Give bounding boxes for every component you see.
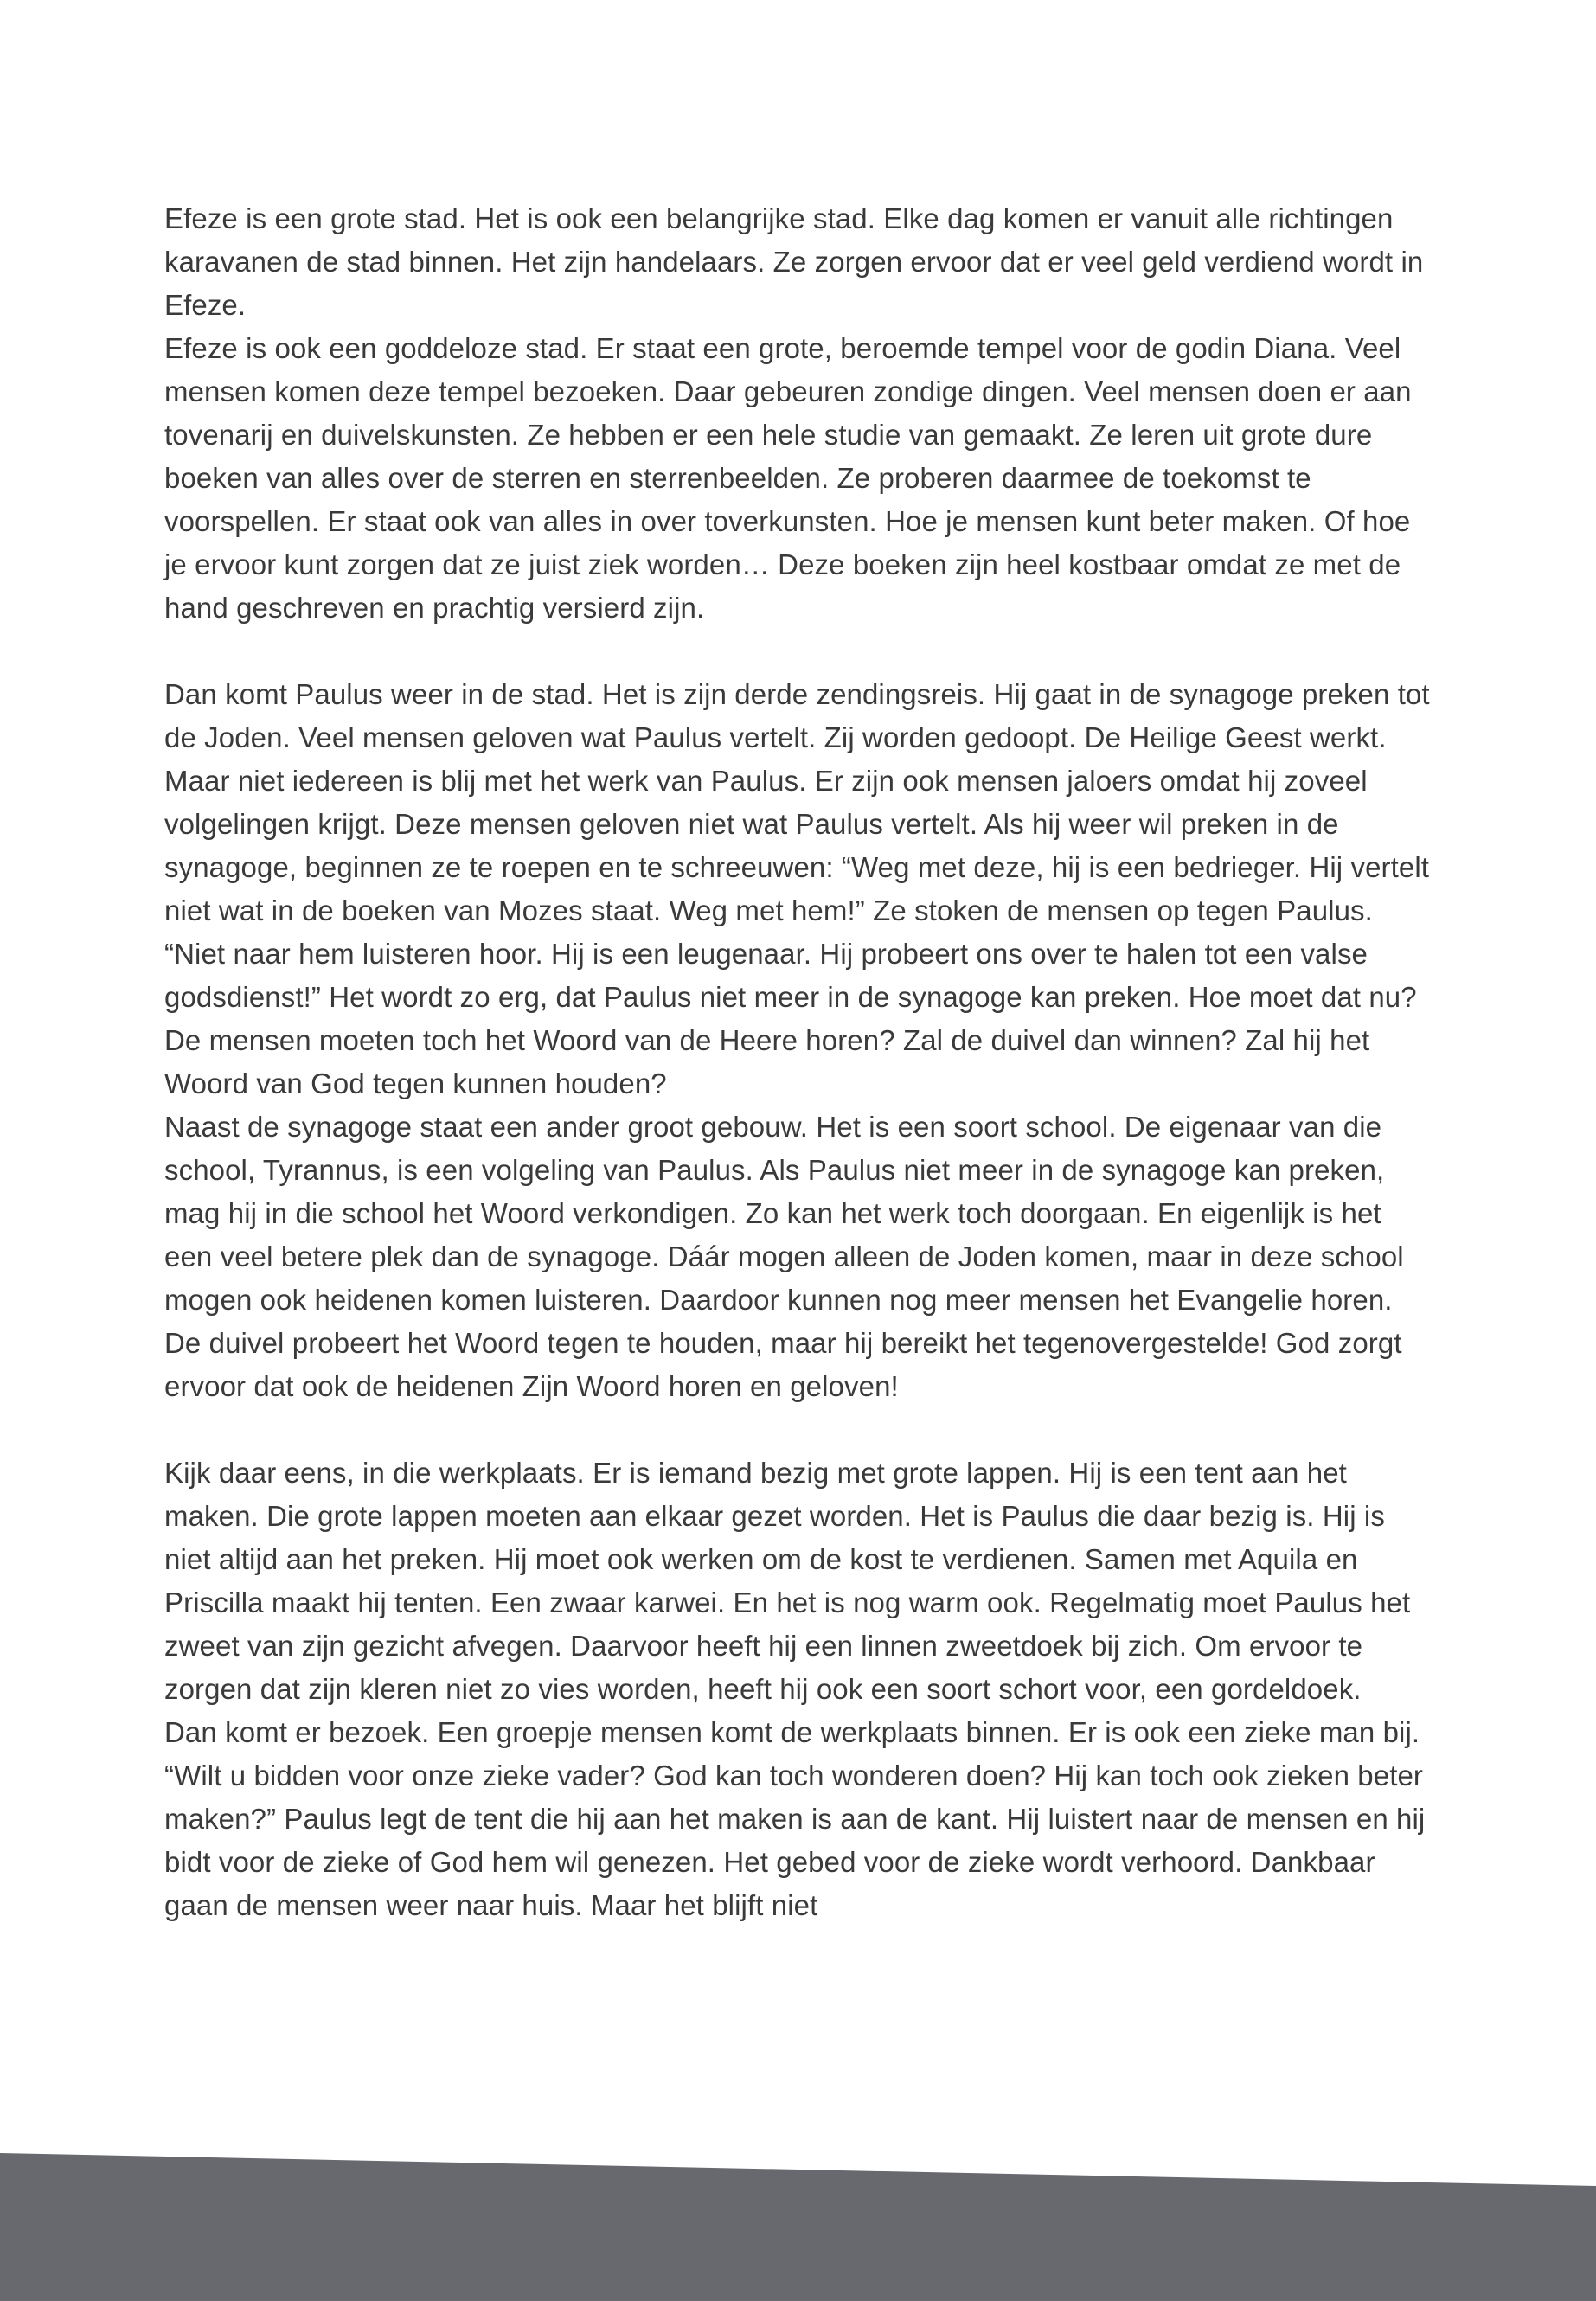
paragraph: Efeze is een grote stad. Het is ook een belangrijke stad. Elke dag komen er vanuit alle richtingen karavanen de stad binnen. Het zijn handelaars. Ze zorgen ervoor dat er veel geld verdiend wordt in Efeze. xyxy=(164,202,1424,321)
footer-band xyxy=(0,2137,1596,2301)
paragraph: Naast de synagoge staat een ander groot gebouw. Het is een soort school. De eigenaar van die school, Tyrannus, is een volgeling van Paulus. Als Paulus niet meer in de synagoge kan preken, mag hij in die school het Woord verkondigen. Zo kan het werk toch doorgaan. En eigenlijk is het een veel betere plek dan de synagoge. Dáár mogen alleen de Joden komen, maar in deze school mogen ook heidenen komen luisteren. Daardoor kunnen nog meer mensen het Evangelie horen. De duivel probeert het Woord tegen te houden, maar hij bereikt het tegenovergestelde! God zorgt ervoor dat ook de heidenen Zijn Woord horen en geloven! xyxy=(164,1111,1404,1402)
paragraph: Dan komt Paulus weer in de stad. Het is zijn derde zendingsreis. Hij gaat in de synagoge preken tot de Joden. Veel mensen geloven wat Paulus vertelt. Zij worden gedoopt. De Heilige Geest werkt. xyxy=(164,678,1430,753)
story-text-column xyxy=(164,197,1436,1971)
paragraph: Maar niet iedereen is blij met het werk van Paulus. Er zijn ook mensen jaloers omdat hij zoveel volgelingen krijgt. Deze mensen geloven niet wat Paulus vertelt. Als hij weer wil preken in de synagoge, beginnen ze te roepen en te schreeuwen: “Weg met deze, hij is een bedrieger. Hij vertelt niet wat in de boeken van Mozes staat. Weg met hem!” Ze stoken de mensen op tegen Paulus. “Niet naar hem luisteren hoor. Hij is een leugenaar. Hij probeert ons over te halen tot een valse godsdienst!” Het wordt zo erg, dat Paulus niet meer in de synagoge kan preken. Hoe moet dat nu? De mensen moeten toch het Woord van de Heere horen? Zal de duivel dan winnen? Zal hij het Woord van God tegen kunnen houden? xyxy=(164,765,1430,1099)
story-block-1 xyxy=(164,197,1436,630)
paragraph: Kijk daar eens, in die werkplaats. Er is iemand bezig met grote lappen. Hij is een tent aan het maken. Die grote lappen moeten aan elkaar gezet worden. Het is Paulus die daar bezig is. Hij is niet altijd aan het preken. Hij moet ook werken om de kost te verdienen. Samen met Aquila en Priscilla maakt hij tenten. Een zwaar karwei. En het is nog warm ook. Regelmatig moet Paulus het zweet van zijn gezicht afvegen. Daarvoor heeft hij een linnen zweetdoek bij zich. Om ervoor te zorgen dat zijn kleren niet zo vies worden, heeft hij ook een soort schort voor, een gordeldoek. xyxy=(164,1457,1411,1705)
paragraph: Efeze is ook een goddeloze stad. Er staat een grote, beroemde tempel voor de godin Diana. Veel mensen komen deze tempel bezoeken. Daar gebeuren zondige dingen. Veel mensen doen er aan tovenarij en duivelskunsten. Ze hebben er een hele studie van gemaakt. Ze leren uit grote dure boeken van alles over de sterren en sterrenbeelden. Ze proberen daarmee de toekomst te voorspellen. Er staat ook van alles in over toverkunsten. Hoe je mensen kunt beter maken. Of hoe je ervoor kunt zorgen dat ze juist ziek worden… Deze boeken zijn heel kostbaar omdat ze met de hand geschreven en prachtig versierd zijn. xyxy=(164,332,1412,624)
paragraph: Dan komt er bezoek. Een groepje mensen komt de werkplaats binnen. Er is ook een zieke man bij. “Wilt u bidden voor onze zieke vader? God kan toch wonderen doen? Hij kan toch ook zieken beter maken?” Paulus legt de tent die hij aan het maken is aan de kant. Hij luistert naar de mensen en hij bidt voor de zieke of God hem wil genezen. Het gebed voor de zieke wordt verhoord. Dankbaar gaan de mensen weer naar huis. Maar het blijft niet xyxy=(164,1716,1426,1921)
story-block-3 xyxy=(164,1452,1436,1927)
story-block-2 xyxy=(164,673,1436,1408)
